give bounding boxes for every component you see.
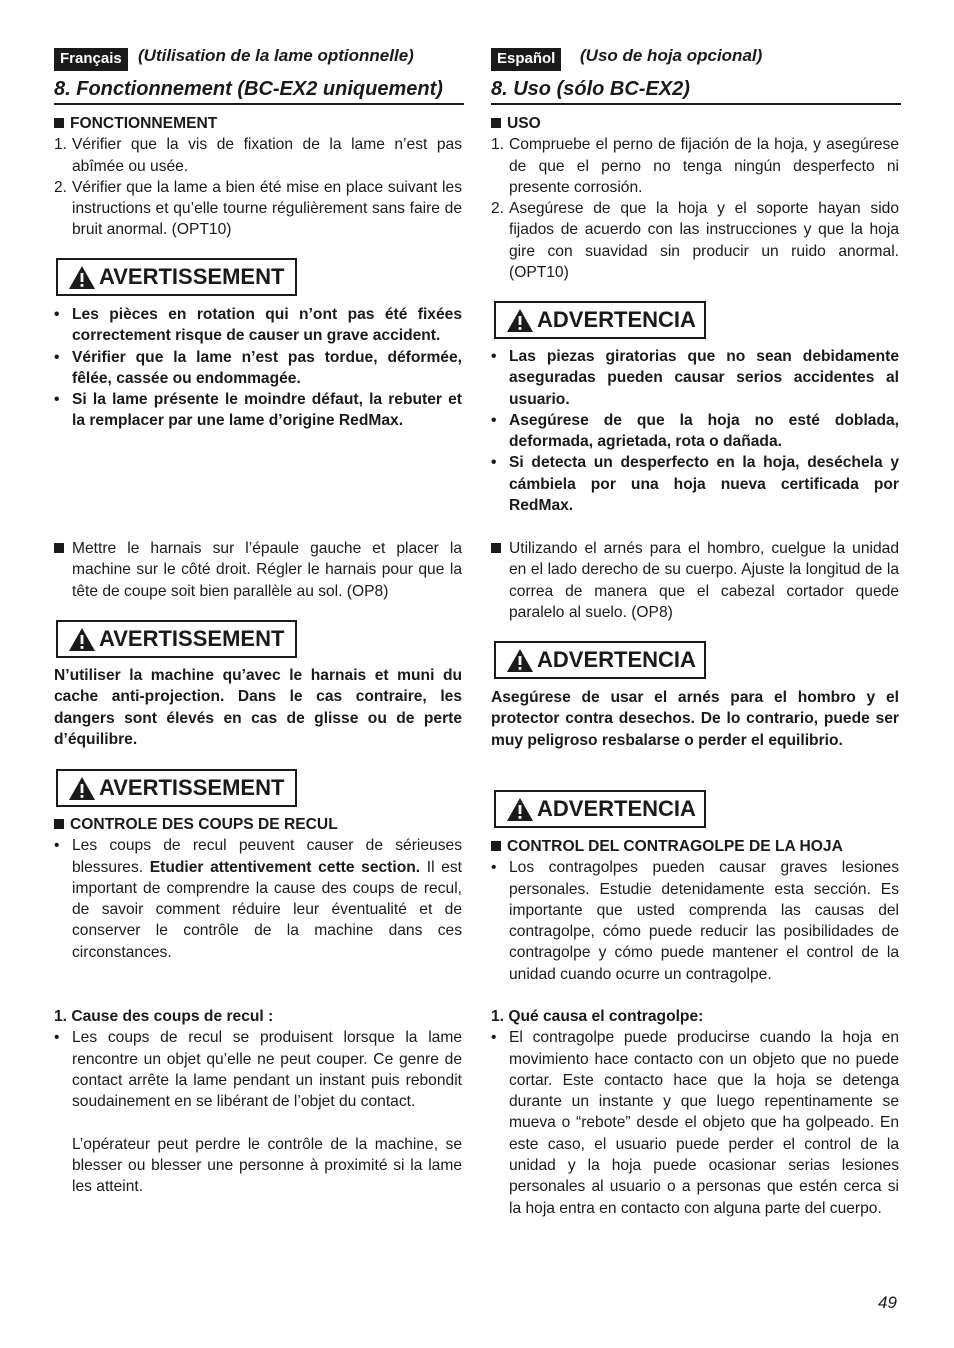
warning-triangle-icon [506,797,534,822]
warning-label: AVERTISSEMENT [99,264,285,289]
list-item: • Si la lame présente le moindre défaut, la rebuter et la remplacer par une lame d’origine RedMax. [54,391,462,430]
section-heading: 1. Cause des coups de recul : [54,1008,274,1025]
paragraph: L’opérateur peut perdre le contrôle de la machine, se blesser ou blesser une personne à proximité si la lame les atteint. [72,1135,462,1196]
list-item: 1. Vérifier que la vis de fixation de la lame n’est pas abîmée ou usée. [54,136,462,175]
list-item: • El contragolpe puede producirse cuando la hoja en movimiento hace contacto con un objeto que no puede cortar. Este contacto hace que la hoja se detenga durante un instante y que luego repentinamente se mueva o “rebote” desde el objeto que ha golpeado. En este caso, el usuario puede perder el control de la unidad y la hoja puede ocasionar serias lesiones personales al usuario o a personas que estén cerca si la hoja entra en contacto con alguna parte del cuerpo. [491,1029,899,1217]
square-bullet-icon [491,118,501,128]
harness-paragraph-french: Mettre le harnais sur l’épaule gauche et placer la machine sur le côté droit. Régler le harnais pour que la tête de coupe soit bien parallèle au sol. (OP8) [54,538,462,602]
warning-box-spanish-3 [494,790,706,828]
kickback-section-spanish [491,836,899,985]
warning-box-spanish-1 [494,301,706,339]
page-number: 49 [878,1293,897,1312]
warning-box-french-3 [56,769,297,807]
square-bullet-icon [491,543,501,553]
warning-label: AVERTISSEMENT [99,775,285,800]
page-title-french: 8. Fonctionnement (BC-EX2 uniquement) [54,78,443,100]
section-heading: CONTROLE DES COUPS DE RECUL [70,816,338,833]
warning-triangle-icon [68,776,96,801]
kickback-section-french [54,814,462,963]
warning-label: ADVERTENCIA [537,796,696,821]
harness-paragraph-spanish: Utilizando el arnés para el hombro, cuelgue la unidad en el lado derecho de su cuerpo. Ajuste la longitud de la correa de manera que el cabezal cortador quede paralelo al suelo. (OP8) [491,538,899,623]
warning-box-french-2 [56,620,297,658]
warning2-text-spanish: Asegúrese de usar el arnés para el hombro y el protector contra desechos. De lo contrario, puede ser muy peligroso resbalarse o perder el equilibrio. [491,689,899,749]
square-bullet-icon [491,841,501,851]
cause-section-spanish [491,1006,899,1219]
subtitle-french: (Utilisation de la lame optionnelle) [138,46,414,65]
title-rule-spanish [491,103,901,105]
section-heading: CONTROL DEL CONTRAGOLPE DE LA HOJA [507,838,843,855]
warning-label: ADVERTENCIA [537,307,696,332]
list-item: • Vérifier que la lame n’est pas tordue, déformée, fêlée, cassée ou endommagée. [54,348,462,387]
language-tag-spanish: Español [491,48,561,71]
list-item: 2. Vérifier que la lame a bien été mise en place suivant les instructions et qu’elle tourne régulièrement sans faire de bruit anormal. (OPT10) [54,178,462,239]
warning-box-spanish-2 [494,641,706,679]
cause-section-french [54,1006,462,1198]
warning-label: AVERTISSEMENT [99,626,285,651]
section-heading: FONCTIONNEMENT [70,115,218,132]
list-item: • Les coups de recul se produisent lorsque la lame rencontre un objet qu’elle ne peut couper. Ce genre de contact arrête la lame pendant un instant puis rebondit soudainement en se libérant de l’objet du contact. [54,1029,462,1111]
warning-box-french-1 [56,258,297,296]
warning-label: ADVERTENCIA [537,647,696,672]
subtitle-spanish: (Uso de hoja opcional) [580,46,763,65]
operation-section-french [54,113,462,241]
square-bullet-icon [54,819,64,829]
list-item: • Si detecta un desperfecto en la hoja, deséchela y cámbiela por una hoja nueva certificada por RedMax. [491,454,899,515]
warning-triangle-icon [68,265,96,290]
warning-triangle-icon [68,627,96,652]
square-bullet-icon [54,543,64,553]
warning-triangle-icon [506,308,534,333]
list-item: 1. Compruebe el perno de fijación de la hoja, y asegúrese de que el perno no tenga ningún desperfecto ni presente corrosión. [491,136,899,196]
list-item: • Asegúrese de que la hoja no esté doblada, deformada, agrietada, rota o dañada. [491,411,899,451]
title-rule-french [54,103,464,105]
warning1-list-french [54,304,462,432]
warning2-text-french: N’utiliser la machine qu’avec le harnais et muni du cache anti-projection. Dans le cas contraire, les dangers sont élevés en cas de glisse ou de perte d’équilibre. [54,667,462,748]
square-bullet-icon [54,118,64,128]
page-title-spanish: 8. Uso (sólo BC-EX2) [491,78,690,100]
list-item: • Les pièces en rotation qui n’ont pas été fixées correctement risque de causer un grave accident. [54,306,462,345]
list-item: 2. Asegúrese de que la hoja y el soporte hayan sido fijados de acuerdo con las instrucciones y que la hoja gire con suavidad sin producir un ruido anormal. (OPT10) [491,200,899,282]
operation-section-spanish [491,113,899,283]
list-item: • Las piezas giratorias que no sean debidamente aseguradas pueden causar serios accidentes al usuario. [491,348,899,408]
language-tag-french: Français [54,48,128,71]
warning1-list-spanish [491,346,899,516]
list-item: • Les coups de recul peuvent causer de sérieuses blessures. Etudier attentivement cette section. Il est important de comprendre la cause des coups de recul, de savoir comment réduire leur éventualité et de conserver le contrôle de la machine dans ces circonstances. [54,837,462,961]
list-item: • Los contragolpes pueden causar graves lesiones personales. Estudie detenidamente esta sección. Es importante que usted comprenda las causas del contragolpe, cómo puede reducir las posibilidades de contragolpe y cómo puede mantener el control de la unidad cuando ocurre un contragolpe. [491,859,899,983]
warning-triangle-icon [506,648,534,673]
section-heading: 1. Qué causa el contragolpe: [491,1008,704,1025]
section-heading: USO [507,115,541,132]
